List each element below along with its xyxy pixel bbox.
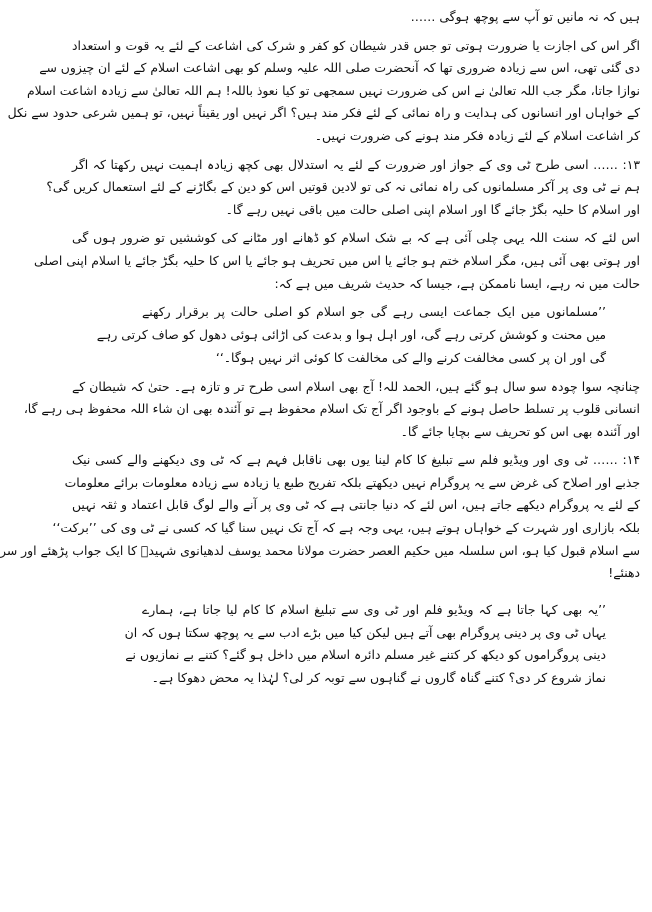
text-line: دھنئے!	[608, 565, 640, 581]
text-line: ’’مسلمانوں میں ایک جماعت ایسی رہے گی جو اسلام کو اصلی حالت پر برقرار رکھنے	[142, 304, 606, 320]
text-line: چنانچہ سوا چودہ سو سال ہو گئے ہیں، الحمد للہ! آج بھی اسلام اسی طرح تر و تازہ ہے۔ حتیٰ کہ شیطان کے	[72, 378, 640, 394]
text-line: کے خواہاں اور انسانوں کی ہدایت و راہ نمائی کے لئے فکر مند ہیں؟ اگر نہیں اور یقیناً نہیں، تو ہمیں شرعی حدود سے نکل	[7, 105, 640, 121]
text-line: ۱۳: …… اسی طرح ٹی وی کے جواز اور ضرورت کے لئے یہ استدلال بھی کچھ زیادہ اہمیت نہیں رکھتا کہ اگر	[72, 156, 640, 172]
text-line: اور آئندہ بھی اس کو تحریف سے بچایا جائے گا۔	[400, 423, 640, 439]
text-line: یہاں ٹی وی پر دینی پروگرام بھی آتے ہیں لیکن کیا میں بڑے ادب سے یہ پوچھ سکتا ہوں کہ ان	[124, 624, 606, 640]
text-line: کے لئے یہ پروگرام دیکھے جاتے ہیں، اس لئے کہ دنیا جانتی ہے کہ ٹی وی پر آنے والے لوگ قابل اعتماد و ثقہ نہیں	[72, 497, 640, 513]
text-line: میں محنت و کوشش کرتی رہے گی، اور اہل ہوا و بدعت کی اڑائی ہوئی دھول کو صاف کرتی رہے	[96, 326, 606, 342]
text-line: اگر اس کی اجازت یا ضرورت ہوتی تو جس قدر شیطان کو کفر و شرک کی اشاعت کے لئے یہ قوت و استعداد	[72, 37, 640, 53]
text-line: جذبے اور اصلاح کی غرض سے یہ پروگرام نہیں دیکھتے بلکہ تفریح طبع یا زیادہ سے زیادہ معلومات برائے معلومات	[64, 474, 640, 490]
text-line: حالت میں نہ رہے، ایسا ناممکن ہے، جیسا کہ حدیث شریف میں ہے کہ:	[274, 275, 640, 291]
text-line: انسانی قلوب پر تسلط حاصل ہونے کے باوجود اگر آج تک اسلام محفوظ ہے تو آئندہ بھی ان شاء اللہ محفوظ ہی رہے گا،	[23, 401, 640, 417]
text-line: ہیں کہ نہ مانیں تو آپ سے پوچھ ہوگی ……	[410, 9, 640, 24]
text-line: ’’یہ بھی کہا جاتا ہے کہ ویڈیو فلم اور ٹی وی سے تبلیغ اسلام کا کام لیا جاتا ہے، ہمارے	[142, 601, 606, 617]
text-line: سے اسلام قبول کیا ہو، اس سلسلہ میں حکیم العصر حضرت مولانا محمد یوسف لدھیانوی شہیدؒ کا ایک جواب پڑھئے اور سر	[0, 542, 640, 558]
paragraph-chunanche	[23, 376, 640, 444]
text-line: اس لئے کہ سنت اللہ یہی چلی آئی ہے کہ بے شک اسلام کو ڈھانے اور مٹانے کی کوششیں تو ضرور ہوں گی	[72, 230, 640, 246]
text-line: دی گئی تھی، اس سے زیادہ ضروری تھا کہ آنحضرت صلی اللہ علیہ وسلم کو بھی اشاعت اسلام کے لئے ان چیزوں سے	[39, 60, 640, 76]
text-line: گی اور ان پر کسی مخالفت کرنے والے کی مخالفت کا کوئی اثر نہیں ہوگا۔‘‘	[215, 349, 606, 365]
text-line: نوازا جاتا، مگر جب اللہ تعالیٰ نے اس کی ضرورت نہیں سمجھی تو کیا نعوذ باللہ! ہم اللہ تعالیٰ سے زیادہ اشاعت اسلام	[26, 82, 640, 98]
text-line: اور ہوتی بھی آئی ہیں، مگر اسلام ختم ہو جائے یا اس میں تحریف ہو جائے یا اس کا حلیہ بگڑ جائے یا اسلام اپنی اصلی	[33, 252, 640, 268]
intro-text	[72, 6, 640, 29]
paragraph-shaitan	[7, 35, 640, 148]
text-line: دینی پروگراموں کو دیکھ کر کتنے غیر مسلم دائرہ اسلام میں داخل ہو گئے؟ کتنے بے نمازیوں نے	[125, 647, 606, 663]
text-line: کر اشاعت اسلام کے لئے زیادہ فکر مند ہونے کی ضرورت نہیں۔	[314, 127, 640, 143]
ludhianvi-quote	[72, 599, 640, 690]
hadith-quote	[72, 301, 640, 369]
paragraph-sunnat-allah	[33, 227, 640, 295]
paragraph-13	[46, 154, 640, 222]
text-line: اور اسلام کا حلیہ بگڑ جائے گا اور اسلام اپنی اصلی حالت میں باقی نہیں رہے گا۔	[225, 201, 640, 217]
paragraph-14	[0, 449, 640, 585]
text-line: نماز شروع کر دی؟ کتنے گناہ گاروں نے گناہوں سے توبہ کر لی؟ لہٰذا یہ محض دھوکا ہے۔	[151, 670, 606, 686]
text-line: بلکہ بازاری اور شہرت کے خواہاں ہوتے ہیں، یہی وجہ ہے کہ آج تک نہیں سنا گیا کہ کسی نے ٹی وی کی ’’برکت‘‘	[52, 520, 640, 536]
text-line: ۱۴: …… ٹی وی اور ویڈیو فلم سے تبلیغ کا کام لینا یوں بھی ناقابل فہم ہے کہ ٹی وی دیکھنے والے کسی نیک	[72, 452, 640, 468]
text-line: ہم نے ٹی وی پر آکر مسلمانوں کی راہ نمائی نہ کی تو لادین قوتیں اس کو دین کے بگاڑنے کے لئے استعمال کریں گی؟	[46, 179, 640, 195]
